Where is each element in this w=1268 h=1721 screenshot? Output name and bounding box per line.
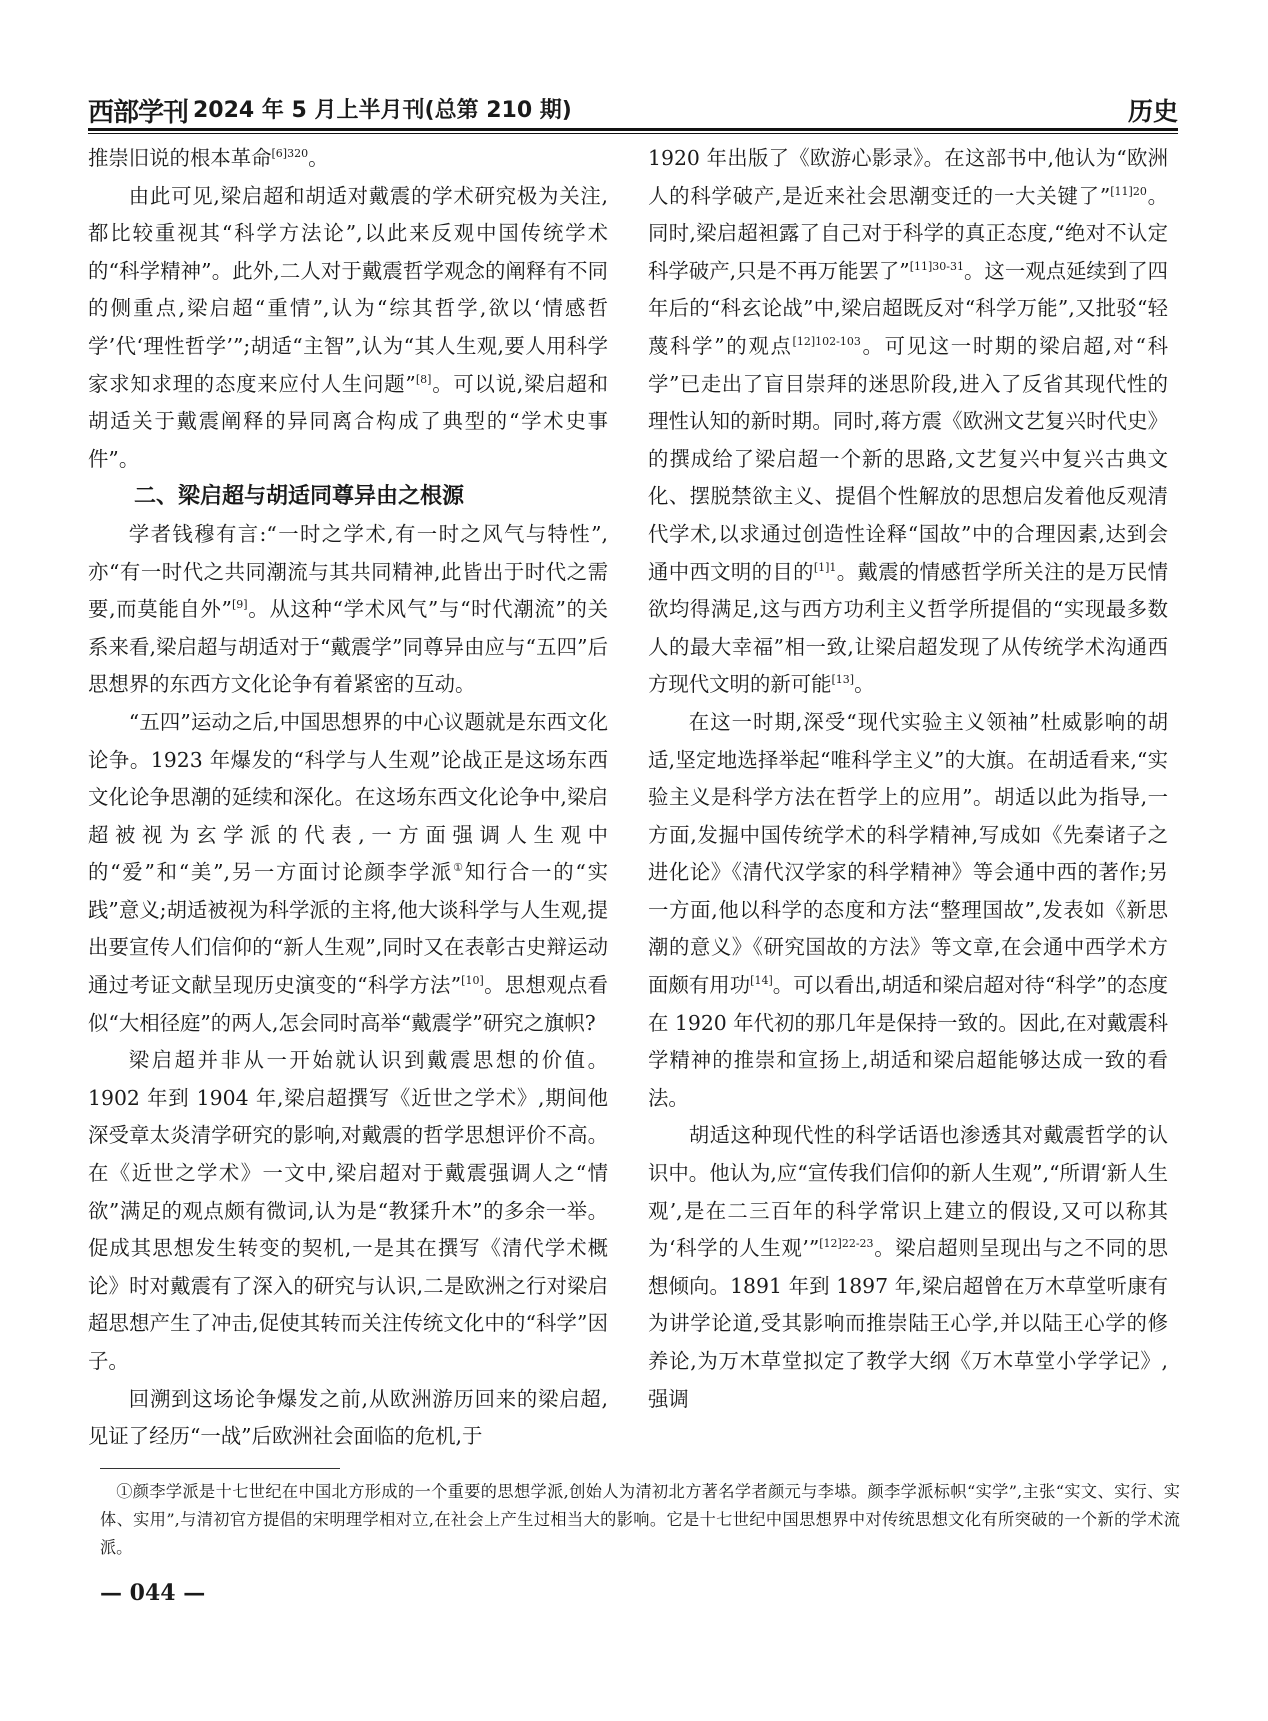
paragraph: 回溯到这场论争爆发之前,从欧洲游历回来的梁启超,见证了经历“一战”后欧洲社会面临的危机,于 <box>88 1386 608 1449</box>
issue-info: 2024 年 5 月上半月刊(总第 210 期) <box>193 98 572 123</box>
citation: [11]20 <box>1110 184 1147 198</box>
paragraph: 在这一时期,深受“现代实验主义领袖”杜威影响的胡适,坚定地选择举起“唯科学主义”的大旗。在胡适看来,“实验主义是科学方法在哲学上的应用”。胡适以此为指导,一方面,发掘中国传统学术的科学精神,写成如《先秦诸子之进化论》《清代汉学家的科学精神》等会通中西的著作;另一方面,他以科学的态度和方法“整理国故”,发表如《新思潮的意义》《研究国故的方法》等文章,在会通中西学术方面颇有用功[14]。可以看出,胡适和梁启超对待“科学”的态度在 1920 年代初的那几年是保持一致的。因此,在对戴震科学精神的推崇和宣扬上,胡适和梁启超能够达成一致的看法。 <box>648 709 1168 1110</box>
paragraph: 胡适这种现代性的科学话语也渗透其对戴震哲学的认识中。他认为,应“宣传我们信仰的新人生观”,“所谓‘新人生观’,是在二三百年的科学常识上建立的假设,又可以称其为‘科学的人生观’”$^{[12]22-23}$。梁启超则呈现出与之不同的思想倾向。1891 年到 1897 年,梁启超曾在万木草堂听康有为讲学论道,受其影响而推崇陆王心学,并以陆王心学的修养论,为万木草堂拟定了教学大纲《万木草堂小学学记》,强调 <box>648 1123 1169 1411</box>
running-header <box>88 90 1178 130</box>
citation: [12]22-23 <box>819 1237 874 1251</box>
citation: [8] <box>415 372 432 386</box>
paragraph: 梁启超并非从一开始就认识到戴震思想的价值。1902 年到 1904 年,梁启超撰写《近世之学术》,期间他深受章太炎清学研究的影响,对戴震的哲学思想评价不高。在《近世之学术》一文中,梁启超对于戴震强调人之“情欲”满足的观点颇有微词,认为是“教猱升木”的多余一举。促成其思想发生转变的契机,一是其在撰写《清代学术概论》时对戴震有了深入的研究与认识,二是欧洲之行对梁启超思想产生了冲击,促使其转而关注传统文化中的“科学”因子。 <box>88 1048 608 1373</box>
section-label: 历史 <box>1127 97 1178 126</box>
citation: [6]320 <box>271 147 309 160</box>
paragraph: 学者钱穆有言:“一时之学术,有一时之风气与特性”,亦“有一时代之共同潮流与其共同精神,此皆出于时代之需要,而莫能自外”[9]。从这种“学术风气”与“时代潮流”的关系来看,梁启超与胡适对于“戴震学”同尊异由应与“五四”后思想界的东西方文化论争有着紧密的互动。 <box>88 521 609 697</box>
paragraph: 由此可见,梁启超和胡适对戴震的学术研究极为关注,都比较重视其“科学方法论”,以此来反观中国传统学术的“科学精神”。此外,二人对于戴震哲学观念的阐释有不同的侧重点,梁启超“重情”,认为“综其哲学,欲以‘情感哲学’代‘理性哲学’”;胡适“主智”,认为“其人生观,要人用科学家求知求理的态度来应付人生问题”[8]。可以说,梁启超和胡适关于戴震阐释的异同离合构成了典型的“学术史事件”。 <box>88 183 608 471</box>
paragraph: 1920 年出版了《欧游心影录》。在这部书中,他认为“欧洲人的科学破产,是近来社会思潮变迁的一大关键了”$^{[11]20}$。同时,梁启超袒露了自己对于科学的真正态度,“绝对不认定科学破产,只是不再万能罢了”$^{[11]30-31}$。这一观点延续到了四年后的“科玄论战”中,梁启超既反对“科学万能”,又批驳“轻蔑科学”的观点$^{[12]102-103}$。可见这一时期的梁启超,对“科学”已走出了盲目崇拜的迷思阶段,进入了反省其现代性的理性认知的新时期。同时,蒋方震《欧洲文艺复兴时代史》的撰成给了梁启超一个新的思路,文艺复兴中复兴古典文化、摆脱禁欲主义、提倡个性解放的思想启发着他反观清代学术,以求通过创造性诠释“国故”中的合理因素,达到会通中西文明的目的$^{[1]1}$。戴震的情感哲学所关注的是万民情欲均得满足,这与西方功利主义哲学所提倡的“实现最多数人的最大幸福”相一致,让梁启超发现了从传统学术沟通西方现代文明的新可能[13]。 <box>648 146 1169 697</box>
citation: [1]1 <box>813 560 837 574</box>
header-rule-thick <box>88 128 1178 131</box>
citation: [12]102-103 <box>792 334 861 348</box>
footnote <box>100 1478 1180 1562</box>
header-rule-thin <box>88 133 1178 134</box>
journal-masthead: 西部学刊 <box>88 98 189 128</box>
right-column <box>648 140 1168 1418</box>
section-heading: 二、梁启超与胡适同尊异由之根源 <box>134 484 465 510</box>
paragraph: 推崇旧说的根本革命$^{[6]320}$。 <box>88 146 329 170</box>
footnote-text: ①颜李学派是十七世纪在中国北方形成的一个重要的思想学派,创始人为清初北方著名学者颜元与李塨。颜李学派标帜“实学”,主张“实文、实行、实体、实用”,与清初官方提倡的宋明理学相对立,在社会上产生过相当大的影响。它是十七世纪中国思想界中对传统思想文化有所突破的一个新的学术流派。 <box>100 1482 1180 1557</box>
footnote-marker: ① <box>453 861 465 875</box>
citation: [9] <box>232 598 248 612</box>
left-column <box>88 140 608 1456</box>
citation: [13] <box>831 673 855 687</box>
citation: [11]30-31 <box>909 259 965 273</box>
citation: [14] <box>750 974 773 988</box>
page-number: — 044 — <box>100 1580 206 1606</box>
paragraph: “五四”运动之后,中国思想界的中心议题就是东西文化论争。1923 年爆发的“科学与人生观”论战正是这场东西文化论争思潮的延续和深化。在这场东西文化论争中,梁启超被视为玄学派的代表,一方面强调人生观中的“爱”和“美”,另一方面讨论颜李学派①知行合一的“实践”意义;胡适被视为科学派的主将,他大谈科学与人生观,提出要宣传人们信仰的“新人生观”,同时又在表彰古史辩运动通过考证文献呈现历史演变的“科学方法”[10]。思想观点看似“大相径庭”的两人,怎会同时高举“戴震学”研究之旗帜? <box>88 709 608 1035</box>
footnote-separator <box>100 1468 340 1469</box>
citation: [10] <box>461 974 484 988</box>
